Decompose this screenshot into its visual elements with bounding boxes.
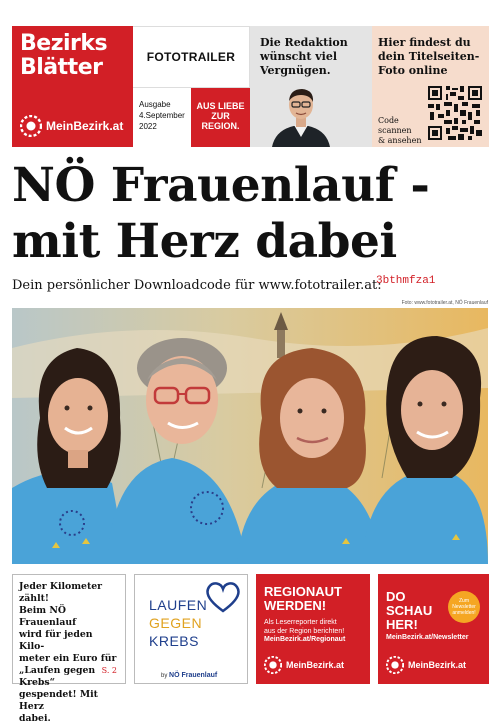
slogan-line1: AUS LIEBE: [196, 101, 245, 111]
regionaut-heading-line1: REGIONAUT: [264, 584, 342, 599]
qr-instruction: [378, 116, 421, 146]
story-teaser[interactable]: [12, 574, 126, 724]
logo-word-krebs: KREBS: [149, 633, 199, 649]
brand-mark: [20, 115, 123, 137]
story-line6: gespendet! Mit Herz: [19, 689, 98, 712]
story-teaser-text: [19, 581, 119, 725]
editor-portrait: [268, 81, 334, 147]
headline-line1: NÖ Frauenlauf -: [12, 158, 430, 213]
qr-line3: & ansehen: [378, 136, 422, 145]
logo-org: NÖ Frauenlauf: [169, 672, 218, 679]
edition-label: Ausgabe: [139, 100, 171, 109]
brand-label: MeinBezirk.at: [408, 660, 467, 670]
qr-line1: Code: [378, 116, 399, 125]
newsletter-heading-line2: SCHAU: [386, 603, 433, 618]
laufen-gegen-krebs-logo: [134, 574, 248, 684]
photo-credit: Foto: www.fototrailer.at, NÖ Frauenlauf: [401, 300, 488, 306]
newsletter-heading-line3: HER!: [386, 617, 418, 632]
regionaut-sub-line1: Als Leserreporter direkt: [264, 619, 337, 626]
newsletter-heading: [386, 590, 432, 632]
regionaut-link[interactable]: MeinBezirk.at/Regionaut: [264, 636, 346, 643]
section-label: FOTOTRAILER: [133, 26, 250, 88]
regionaut-ad[interactable]: [256, 574, 370, 684]
slogan-line2: ZUR: [211, 111, 230, 121]
newsletter-ad[interactable]: [378, 574, 489, 684]
editor-greeting-line2: wünscht viel: [260, 50, 338, 63]
slogan-line3: REGION.: [201, 121, 240, 131]
slogan-badge: [191, 88, 250, 147]
headline-line2: mit Herz dabei: [12, 214, 397, 269]
cover-line2: dein Titelseiten-: [378, 50, 480, 63]
page-headline: [12, 158, 492, 270]
cover-line3: Foto online: [378, 64, 448, 77]
edition-year: 2022: [139, 122, 157, 131]
editor-greeting: [260, 36, 348, 78]
masthead-logo: [12, 26, 133, 147]
regionaut-heading-line2: WERDEN!: [264, 598, 327, 613]
story-line5: „Laufen gegen Krebs“: [19, 665, 96, 688]
download-instruction: Dein persönlicher Downloadcode für www.fototrailer.at:: [12, 278, 382, 293]
cover-photo-text: [378, 36, 479, 78]
regionaut-brand: [264, 656, 344, 674]
newsletter-link[interactable]: MeinBezirk.at/Newsletter: [386, 634, 469, 641]
newsletter-brand: [386, 656, 466, 674]
story-line3: wird für jeden Kilo-: [19, 629, 93, 652]
download-code[interactable]: 3bthmfza1: [376, 275, 436, 287]
logo-word-laufen: LAUFEN: [149, 597, 208, 613]
badge-line2: Newsletter: [452, 604, 476, 610]
editor-panel: [250, 26, 372, 147]
editor-greeting-line3: Vergnügen.: [260, 64, 331, 77]
brand-label: MeinBezirk.at: [46, 119, 124, 133]
regionaut-subtext: [264, 618, 366, 636]
story-line7: dabei.: [19, 713, 51, 724]
cover-photo: [12, 308, 488, 564]
masthead-title: [20, 32, 107, 80]
brand-label: MeinBezirk.at: [286, 660, 345, 670]
meinbezirk-logo-icon: [20, 115, 42, 137]
group-photo-illustration: [12, 308, 488, 564]
logo-byline: [161, 672, 217, 679]
regionaut-heading: [264, 585, 342, 613]
badge-line1: Zum: [459, 598, 469, 604]
meinbezirk-logo-icon: [264, 656, 282, 674]
meinbezirk-logo-icon: [386, 656, 404, 674]
masthead-title-line2: Blätter: [20, 55, 103, 80]
masthead-title-line1: Bezirks: [20, 31, 108, 56]
cover-line1: Hier findest du: [378, 36, 471, 49]
badge-line3: anmelden!: [452, 610, 476, 616]
heart-icon: [203, 579, 243, 615]
story-line4: meter ein Euro für: [19, 653, 117, 664]
page-reference: S. 2: [101, 666, 117, 675]
logo-by: by: [161, 673, 168, 679]
edition-date: 4.September: [139, 111, 185, 120]
edition-info: [133, 88, 191, 147]
story-line2: Beim NÖ Frauenlauf: [19, 605, 77, 628]
story-line1: Jeder Kilometer zählt!: [19, 581, 103, 604]
newsletter-heading-line1: DO: [386, 589, 406, 604]
editor-greeting-line1: Die Redaktion: [260, 36, 348, 49]
regionaut-sub-line2: aus der Region berichten!: [264, 628, 345, 635]
qr-code-icon[interactable]: [428, 86, 482, 140]
newsletter-badge[interactable]: [448, 591, 480, 623]
qr-line2: scannen: [378, 126, 412, 135]
cover-photo-panel: [372, 26, 489, 147]
logo-word-gegen: GEGEN: [149, 615, 203, 631]
